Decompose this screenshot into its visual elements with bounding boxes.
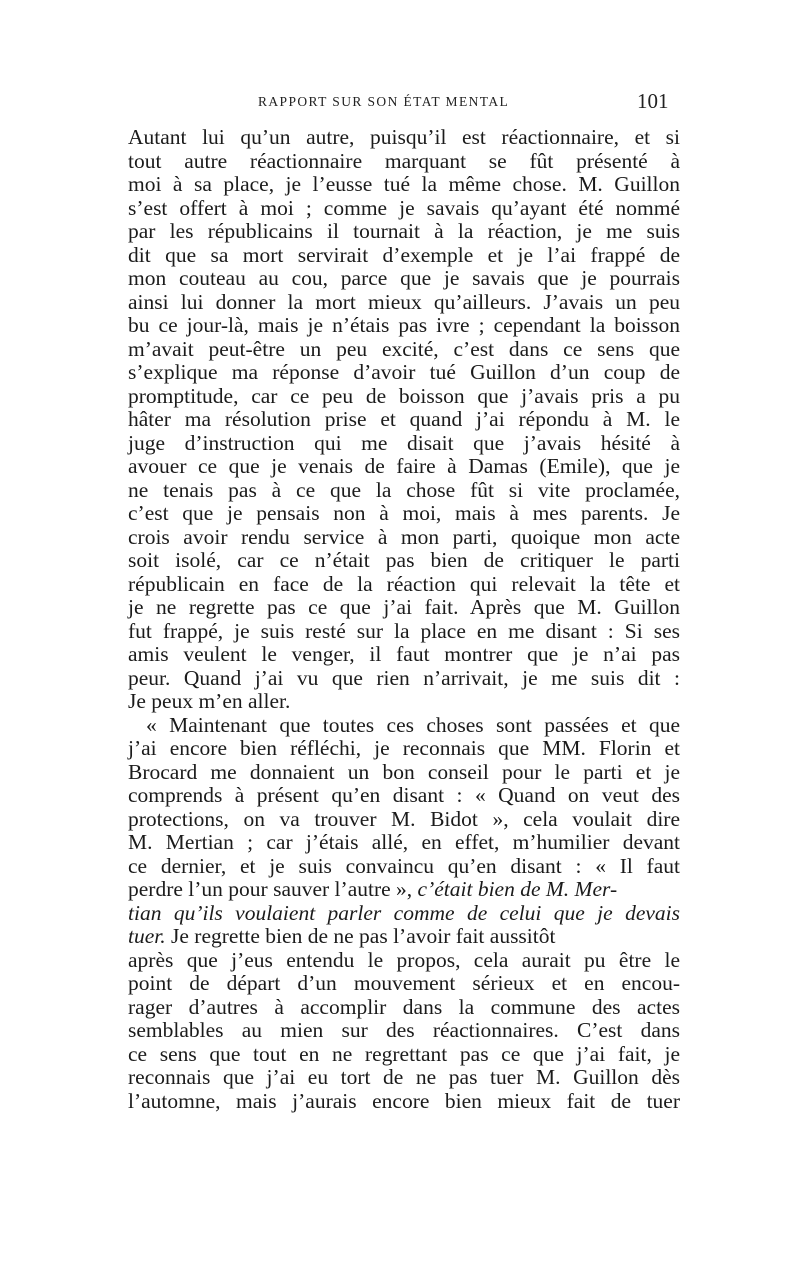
text-line: c’est que je pensais non à moi, mais à mes parents. Je (128, 501, 680, 525)
text-line: je ne regrette pas ce que j’ai fait. Après que M. Guillon (128, 595, 680, 619)
text-line: fut frappé, je suis resté sur la place en me disant : Si ses (128, 618, 680, 643)
text-line: par les républicains il tournait à la réaction, je me suis (128, 219, 680, 243)
text-segment: perdre l’un pour sauver l’autre », (128, 877, 418, 901)
text-line: amis veulent le venger, il faut montrer que je n’ai pas (128, 642, 680, 666)
text-line: soit isolé, car ce n’était pas bien de critiquer le parti (128, 548, 680, 572)
text-line: hâter ma résolution prise et quand j’ai répondu à M. le (128, 407, 680, 431)
text-line-mixed (128, 878, 680, 902)
text-line: Brocard me donnaient un bon conseil pour le parti et je (128, 759, 680, 784)
text-line: semblables au mien sur des réactionnaires. C’est dans (128, 1018, 680, 1042)
text-line: protections, on va trouver M. Bidot », cela voulait dire (128, 806, 680, 831)
text-line: m’avait peut-être un peu excité, c’est dans ce sens que (128, 336, 680, 361)
italic-text-line: tian qu’ils voulaient parler comme de celui que je devais (128, 900, 680, 925)
body-text (128, 126, 680, 1113)
text-line: mon couteau au cou, parce que je savais que je pourrais (128, 266, 680, 290)
running-head (0, 89, 800, 122)
text-line: M. Mertian ; car j’étais allé, en effet, m’humilier devant (128, 830, 680, 854)
text-line: moi à sa place, je l’eusse tué la même chose. M. Guillon (128, 172, 680, 196)
text-line: « Maintenant que toutes ces choses sont passées et que (146, 712, 680, 737)
text-line: ainsi lui donner la mort mieux qu’ailleurs. J’avais un peu (128, 289, 680, 314)
text-line: dit que sa mort servirait d’exemple et je l’ai frappé de (128, 242, 680, 267)
text-line: crois avoir rendu service à mon parti, quoique mon acte (128, 524, 680, 549)
text-line: bu ce jour-là, mais je n’étais pas ivre ; cependant la boisson (128, 313, 680, 337)
text-line: ce sens que tout en ne regrettant pas ce que j’ai fait, je (128, 1041, 680, 1066)
text-segment: Je regrette bien de ne pas l’avoir fait aussitôt (165, 924, 556, 948)
running-title: RAPPORT SUR SON ÉTAT MENTAL (258, 94, 510, 109)
text-line: s’est offert à moi ; comme je savais qu’ayant été nommé (128, 195, 680, 220)
text-line: ce dernier, et je suis convaincu qu’en disant : « Il faut (128, 853, 680, 878)
italic-segment: c’était bien de M. Mer- (417, 877, 618, 901)
text-line: républicain en face de la réaction qui relevait la tête et (128, 571, 680, 596)
text-line: reconnais que j’ai eu tort de ne pas tuer M. Guillon dès (128, 1065, 680, 1089)
text-line: Autant lui qu’un autre, puisqu’il est réactionnaire, et si (128, 125, 680, 149)
text-line: point de départ d’un mouvement sérieux et en encou- (128, 971, 680, 995)
italic-segment: tuer. (128, 924, 166, 948)
text-line: peur. Quand j’ai vu que rien n’arrivait, je me suis dit : (128, 665, 680, 690)
text-line: s’explique ma réponse d’avoir tué Guillon d’un coup de (128, 360, 680, 384)
text-line: tout autre réactionnaire marquant se fût présenté à (128, 148, 680, 173)
text-line: l’automne, mais j’aurais encore bien mieux fait de tuer (128, 1088, 680, 1113)
text-line: avouer ce que je venais de faire à Damas (Emile), que je (128, 454, 680, 478)
text-line-mixed (128, 925, 680, 949)
text-line: j’ai encore bien réfléchi, je reconnais que MM. Florin et (128, 736, 680, 760)
text-line: ne tenais pas à ce que la chose fût si vite proclamée, (128, 477, 680, 502)
text-line: rager d’autres à accomplir dans la commune des actes (128, 994, 680, 1019)
text-line: comprends à présent qu’en disant : « Quand on veut des (128, 783, 680, 807)
page-number: 101 (637, 89, 669, 113)
text-line: après que j’eus entendu le propos, cela aurait pu être le (128, 947, 680, 972)
text-line: Je peux m’en aller. (128, 689, 291, 713)
text-line: juge d’instruction qui me disait que j’avais hésité à (128, 430, 680, 455)
text-line: promptitude, car ce peu de boisson que j’avais pris a pu (128, 383, 680, 408)
